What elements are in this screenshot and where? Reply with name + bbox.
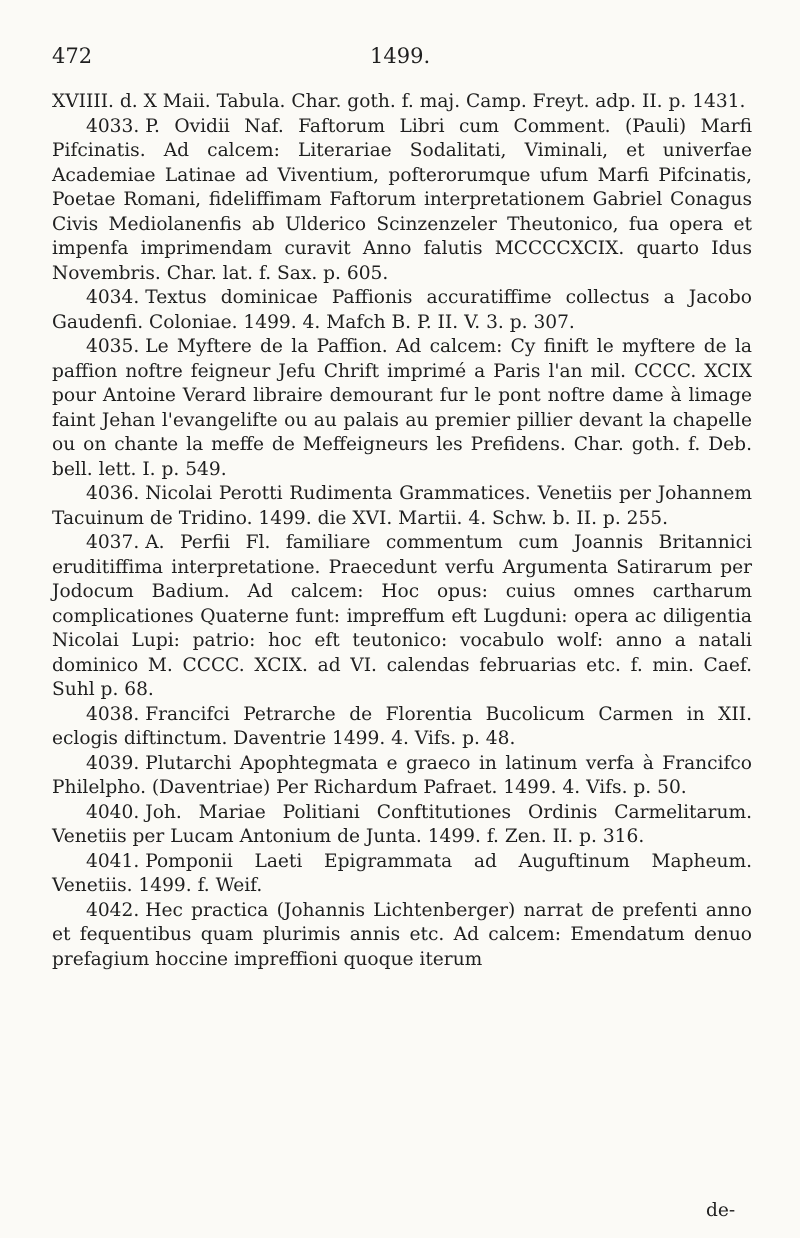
entry-text: Nicolai Perotti Rudimenta Grammatices. Venetiis per Johannem Tacuinum de Tridino. 1499. die XVI. Martii. 4. Schw. b. II. p. 255.	[52, 483, 752, 529]
catalog-entry	[52, 335, 752, 482]
entry-number: 4042.	[86, 899, 140, 921]
entry-text: A. Perfii Fl. familiare commentum cum Joannis Britannici eruditiffima interpretatione. Praecedunt verfu Argumenta Satirarum per Jodocum Badium. Ad calcem: Hoc opus: cuius omnes cartharum complicationes Quaterne funt: impreffum eft Lugduni: opera ac diligentia Nicolai Lupi: patrio: hoc eft teutonico: vocabulo wolf: anno a natali dominico M. CCCC. XCIX. ad VI. calendas februarias etc. f. min. Caef. Suhl p. 68.	[52, 532, 752, 700]
entry-text: Joh. Mariae Politiani Conftitutiones Ordinis Carmelitarum. Venetiis per Lucam Antonium de Junta. 1499. f. Zen. II. p. 316.	[52, 801, 752, 847]
entry-number: 4035.	[86, 336, 140, 357]
entry-number: 4033.	[86, 115, 140, 137]
catalog-entry	[52, 899, 752, 973]
continuation-text: XVIIII. d. X Maii. Tabula. Char. goth. f. maj. Camp. Freyt. adp. II. p. 1431.	[52, 91, 746, 112]
page-body	[52, 90, 752, 972]
catalog-entry	[52, 801, 752, 850]
catalog-entry	[52, 286, 752, 335]
entry-number: 4038.	[86, 703, 140, 725]
entry-number: 4041.	[86, 850, 140, 872]
entry-number: 4040.	[86, 801, 140, 823]
catalog-entry	[52, 531, 752, 703]
entry-number: 4036.	[86, 483, 140, 504]
entry-text: Plutarchi Apophtegmata e graeco in latinum verfa à Francifco Philelpho. (Daventriae) Per Richardum Pafraet. 1499. 4. Vifs. p. 50.	[52, 752, 752, 798]
catalog-entry	[52, 703, 752, 752]
entry-text: P. Ovidii Naf. Faftorum Libri cum Comment. (Pauli) Marfi Pifcinatis. Ad calcem: Literariae Sodalitati, Viminali, et univerfae Academiae Latinae ad Viventium, pofterorumque ufum Marfi Pifcinatis, Poetae Romani, fideliffimam Faftorum interpretationem Gabriel Conagus Civis Mediolanenfis ab Ulderico Scinzenzeler Theutonico, fua opera et impenfa imprimendam curavit Anno falutis MCCCCXCIX. quarto Idus Novembris. Char. lat. f. Sax. p. 605.	[52, 115, 752, 284]
catchword: de-	[706, 1200, 736, 1221]
entry-number: 4039.	[86, 752, 140, 774]
catalog-entry	[52, 752, 752, 801]
entry-text: Hec practica (Johannis Lichtenberger) narrat de prefenti anno et fequentibus quam plurimis annis etc. Ad calcem: Emendatum denuo prefagium hoccine impreffioni quoque iterum	[52, 899, 752, 970]
catalog-entry	[52, 850, 752, 899]
entry-text: Francifci Petrarche de Florentia Bucolicum Carmen in XII. eclogis diftinctum. Daventrie 1499. 4. Vifs. p. 48.	[52, 703, 752, 749]
entry-text: Pomponii Laeti Epigrammata ad Auguftinum Mapheum. Venetiis. 1499. f. Weif.	[52, 850, 752, 896]
entry-number: 4034.	[86, 287, 140, 308]
entry-number: 4037.	[86, 532, 140, 553]
catalog-entry	[52, 482, 752, 531]
page-header	[52, 44, 740, 74]
catalog-entry	[52, 115, 752, 287]
running-head-year: 1499.	[370, 44, 431, 68]
page-number: 472	[52, 44, 93, 68]
entry-text: Textus dominicae Paffionis accuratiffime collectus a Jacobo Gaudenfi. Coloniae. 1499. 4. Mafch B. P. II. V. 3. p. 307.	[52, 287, 752, 333]
entry-text: Le Myftere de la Paffion. Ad calcem: Cy finift le myftere de la paffion noftre feigneur Jefu Chrift imprimé a Paris l'an mil. CCCC. XCIX pour Antoine Verard libraire demourant fur le pont noftre dame à limage faint Jehan l'evangelifte ou au palais au premier pillier devant la chapelle ou on chante la meffe de Meffeigneurs les Prefidens. Char. goth. f. Deb. bell. lett. I. p. 549.	[52, 336, 752, 480]
